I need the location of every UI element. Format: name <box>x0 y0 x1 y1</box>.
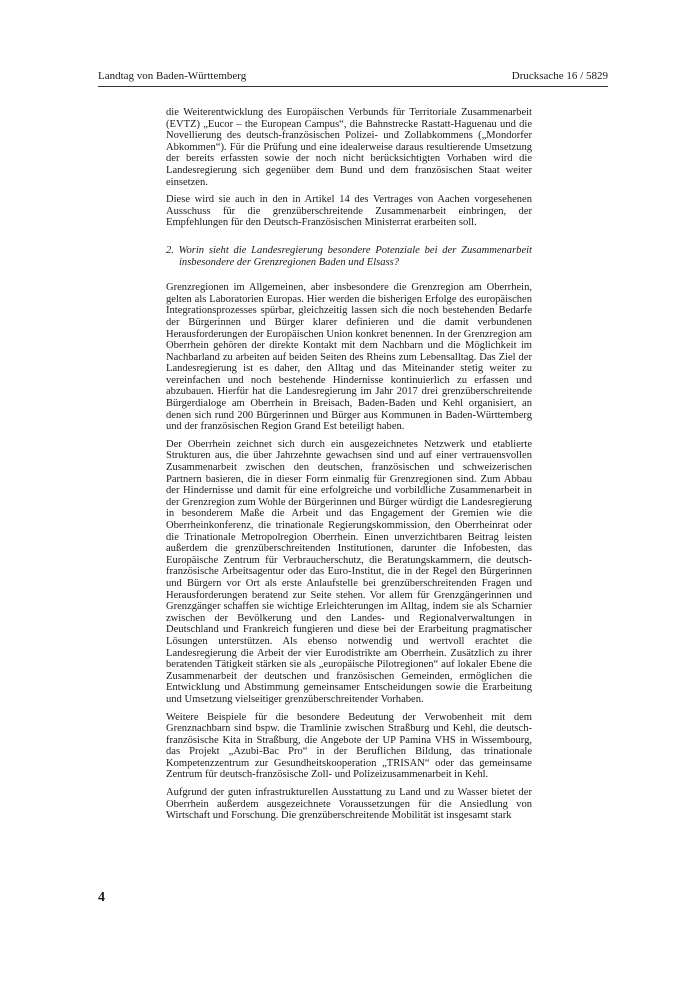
paragraph: die Weiterentwicklung des Europäischen Verbunds für Territoriale Zusammenarbeit (EVTZ) „Eucor – the European Campus“, die Bahnstrecke Rastatt-Haguenau und die Novellierung des deutsch-französischen Polizei- und Zollabkommens („Mondorfer Abkommen“). Für die Prüfung und eine idealerweise daraus resultierende Umsetzung der bereits erfassten sowie der noch nicht berücksichtigten Vorhaben wird die Landesregierung sich gegenüber dem Bund und dem französischen Staat weiter einsetzen. <box>166 107 532 188</box>
paragraph: Grenzregionen im Allgemeinen, aber insbesondere die Grenzregion am Oberrhein, gelten als Laboratorien Europas. Hier werden die bisherigen Erfolge des europäischen Integrationsprozesses spürbar, gleichzeitig lassen sich die noch bestehenden Bedarfe der Bürgerinnen und Bürger klarer definieren und die damit verbundenen Herausforderungen der Europäischen Union konkret benennen. In der Grenzregion am Oberrhein gehören der direkte Kontakt mit dem Nachbarn und die Möglichkeit im Nachbarland zu arbeiten auf beiden Seiten des Rheins zum Lebensalltag. Das Ziel der Landesregierung ist es daher, den Alltag und das Miteinander stetig weiter zu vereinfachen und noch bestehende Hindernisse kontinuierlich zu erfassen und abzubauen. Hierfür hat die Landesregierung im Jahr 2017 drei grenzüberschreitende Bürgerdialoge am Oberrhein in Breisach, Baden-Baden und Kehl organisiert, an denen sich rund 200 Bürgerinnen und Bürger aus Kommunen in Baden-Württemberg und der französischen Region Grand Est beteiligt haben. <box>166 282 532 433</box>
page-header <box>98 70 608 87</box>
paragraph: Weitere Beispiele für die besondere Bedeutung der Verwobenheit mit dem Grenznachbarn sind bspw. die Tramlinie zwischen Straßburg und Kehl, die deutsch-französische Kita in Straßburg, die Angebote der UP Pamina VHS in Wissembourg, das Projekt „Azubi-Bac Pro“ in der Beruflichen Bildung, das trinationale Kompetenzzentrum zur Gesundheitskooperation „TRISAN“ oder das gemeinsame Zentrum für deutsch-französische Zoll- und Polizeizusammenarbeit in Kehl. <box>166 711 532 781</box>
paragraph: Aufgrund der guten infrastrukturellen Ausstattung zu Land und zu Wasser bietet der Oberrhein außerdem ausgezeichnete Voraussetzungen für die Ansiedlung von Wirtschaft und Forschung. Die grenzüberschreitende Mobilität ist insgesamt stark <box>166 787 532 822</box>
page-number: 4 <box>98 890 105 905</box>
header-left: Landtag von Baden-Württemberg <box>98 70 247 82</box>
body-text <box>166 107 532 828</box>
question-heading: 2. Worin sieht die Landesregierung besondere Potenziale bei der Zusammenarbeit insbesondere der Grenzregionen Baden und Elsass? <box>166 244 532 268</box>
paragraph: Diese wird sie auch in den in Artikel 14 des Vertrages von Aachen vorgesehenen Ausschuss für die grenzüberschreitende Zusammenarbeit einbringen, der Empfehlungen für den Deutsch-Französischen Ministerrat erarbeiten soll. <box>166 194 532 229</box>
header-right: Drucksache 16 / 5829 <box>511 70 608 82</box>
paragraph: Der Oberrhein zeichnet sich durch ein ausgezeichnetes Netzwerk und etablierte Strukturen aus, die über Jahrzehnte gewachsen sind und auf einer vertrauensvollen Zusammenarbeit zwischen den deutschen, französischen und schweizerischen Partnern basieren, die in dieser Form einmalig für Grenzregionen sind. Zum Abbau der Hindernisse und damit für eine erfolgreiche und vorbildliche Zusammenarbeit in der Grenzregion zum Wohle der Bürgerinnen und Bürger würdigt die Landesregierung in besonderem Maße die Arbeit und das Engagement der Gremien wie die Oberrheinkonferenz, die trinationale Regierungskommission, den Oberrheinrat oder die Trinationale Metropolregion Oberrhein. Einen unverzichtbaren Beitrag leisten außerdem die grenzüberschreitenden Institutionen, darunter die Infobesten, das Europäische Zentrum für Verbraucherschutz, die Beratungskammern, die deutsch-französische Arbeitsagentur oder das Euro-Institut, die in der Regel den Bürgerinnen und Bürgern vor Ort als erste Anlaufstelle bei grenzüberschreitenden Fragen und Herausforderungen beratend zur Seite stehen. Vor allem für Grenzgängerinnen und Grenzgänger schaffen sie wichtige Erleichterungen im Alltag, indem sie als Scharnier zwischen der Bevölkerung und den Landes- und Regionalverwaltungen in Deutschland und Frankreich fungieren und diese bei der Erarbeitung pragmatischer Lösungen unterstützen. Als ebenso notwendig und wertvoll erachtet die Landesregierung die Arbeit der vier Eurodistrikte am Oberrhein. Zusätzlich zu ihrer beratenden Tätigkeit stärken sie als „europäische Pilotregionen“ auf lokaler Ebene die Zusammenarbeit der deutschen und französischen Gemeinden, ermöglichen die Entwicklung und Abstimmung gemeinsamer Entscheidungen sowie die Erarbeitung und Umsetzung vielseitiger grenzüberschreitender Vorhaben. <box>166 438 532 705</box>
